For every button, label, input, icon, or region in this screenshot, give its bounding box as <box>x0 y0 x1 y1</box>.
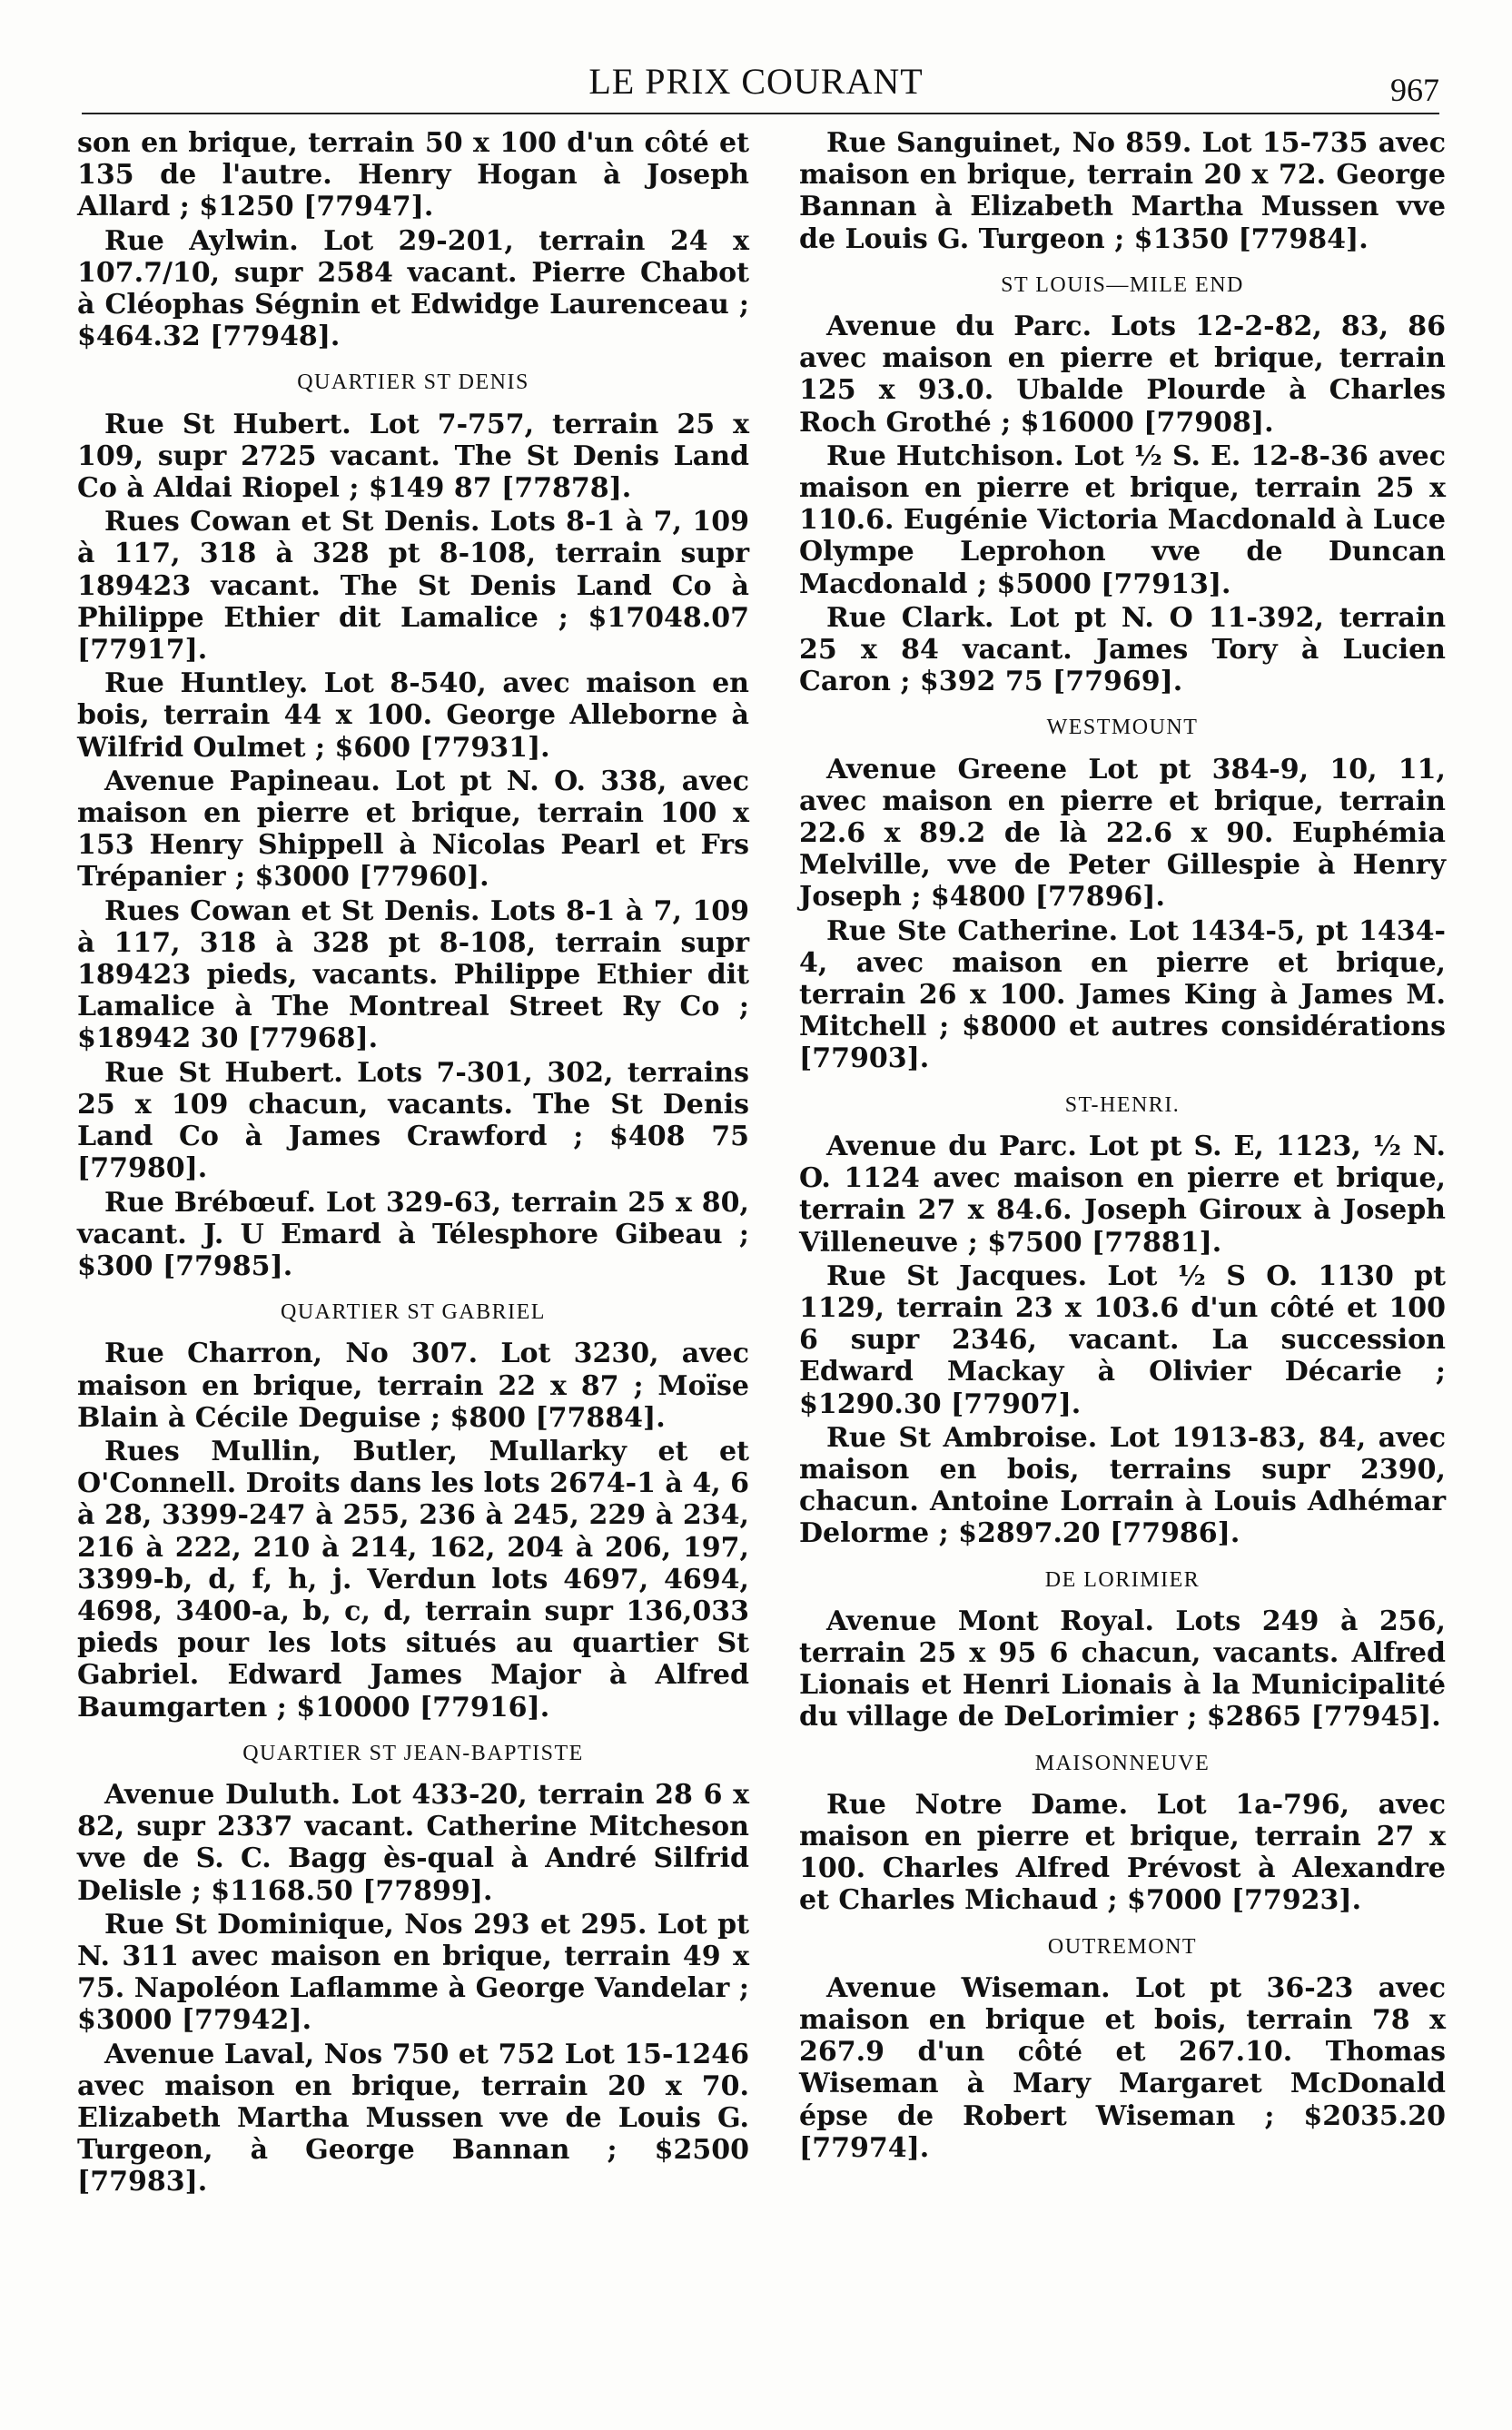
entry-text: Avenue Wiseman. Lot pt 36-23 avec maison en brique et bois, terrain 78 x 267.9 d'un côté et 267.10. Thomas Wiseman à Mary Margaret McDonald épse de Robert Wiseman ; $2035.20 [77974]. <box>799 1971 1446 2164</box>
entry-text: Avenue du Parc. Lots 12-2-82, 83, 86 avec maison en pierre et brique, terrain 125 x 93.0. Ubalde Plourde à Charles Roch Grothé ; $16000 [77908]. <box>799 311 1446 439</box>
entry-text: Avenue Laval, Nos 750 et 752 Lot 15-1246 avec maison en brique, terrain 20 x 70. Elizabeth Martha Mussen vve de Louis G. Turgeon, à George Bannan ; $2500 [77983]. <box>77 2038 749 2198</box>
entry-text: Rue Aylwin. Lot 29-201, terrain 24 x 107.7/10, supr 2584 vacant. Pierre Chabot à Cléophas Ségnin et Edwidge Laurenceau ; $464.32 [77948]. <box>77 224 749 353</box>
entry-text: Rue Huntley. Lot 8-540, avec maison en bois, terrain 44 x 100. George Alleborne à Wilfrid Oulmet ; $600 [77931]. <box>77 667 749 764</box>
section-heading: DE LORIMIER <box>1044 1567 1201 1592</box>
section-heading: MAISONNEUVE <box>1034 1751 1211 1775</box>
entry-text: Avenue Duluth. Lot 433-20, terrain 28 6 x 82, supr 2337 vacant. Catherine Mitcheson vve de S. C. Bagg ès-qual à André Silfrid Delisle ; $1168.50 [77899]. <box>77 1778 749 1907</box>
entry-text: Rues Cowan et St Denis. Lots 8-1 à 7, 109 à 117, 318 à 328 pt 8-108, terrain supr 189423 pieds, vacants. Philippe Ethier dit Lamalice à The Montreal Street Ry Co ; $18942 30 [77968]. <box>77 894 749 1055</box>
entry-text: Avenue Greene Lot pt 384-9, 10, 11, avec maison en pierre et brique, terrain 22.6 x 89.2 de là 22.6 x 90. Euphémia Melville, vve de Peter Gillespie à Henry Joseph ; $4800 [77896]. <box>799 753 1446 914</box>
entry-text: Avenue du Parc. Lot pt S. E, 1123, ½ N. O. 1124 avec maison en pierre et brique, terrain 27 x 84.6. Joseph Giroux à Joseph Villeneuve ; $7500 [77881]. <box>799 1130 1446 1259</box>
entry-text: Rue St Hubert. Lots 7-301, 302, terrains 25 x 109 chacun, vacants. The St Denis Land Co à James Crawford ; $408 75 [77980]. <box>77 1056 749 1185</box>
section-heading: ST-HENRI. <box>1064 1092 1181 1117</box>
entry-text: Rue St Dominique, Nos 293 et 295. Lot pt N. 311 avec maison en brique, terrain 49 x 75. Napoléon Laflamme à George Vandelar ; $3000 [77942]. <box>77 1908 749 2037</box>
entry-text: Rue Brébœuf. Lot 329-63, terrain 25 x 80, vacant. J. U Emard à Télesphore Gibeau ; $300 [77985]. <box>77 1186 749 1282</box>
running-header <box>73 53 1439 116</box>
entry-text: Rues Cowan et St Denis. Lots 8-1 à 7, 109 à 117, 318 à 328 pt 8-108, terrain supr 189423 vacant. The St Denis Land Co à Philippe Ethier dit Lamalice ; $17048.07 [77917]. <box>77 506 749 667</box>
section-heading: QUARTIER ST JEAN-BAPTISTE <box>242 1741 584 1765</box>
right-column <box>799 127 1446 2166</box>
entry-text: Rue Sanguinet, No 859. Lot 15-735 avec maison en brique, terrain 20 x 72. George Bannan à Elizabeth Martha Mussen vve de Louis G. Turgeon ; $1350 [77984]. <box>799 127 1446 255</box>
section-heading: OUTREMONT <box>1047 1934 1198 1959</box>
entry-text: Rue Charron, No 307. Lot 3230, avec maison en brique, terrain 22 x 87 ; Moïse Blain à Cécile Deguise ; $800 [77884]. <box>77 1338 749 1434</box>
entry-text: Rue St Ambroise. Lot 1913-83, 84, avec maison en bois, terrains supr 2390, chacun. Antoine Lorrain à Louis Adhémar Delorme ; $2897.20 [77986]. <box>799 1421 1446 1550</box>
section-heading: QUARTIER ST DENIS <box>297 370 529 395</box>
page-number: 967 <box>1390 72 1439 108</box>
entry-text: Avenue Mont Royal. Lots 249 à 256, terrain 25 x 95 6 chacun, vacants. Alfred Lionais et Henri Lionais à la Municipalité du village de DeLorimier ; $2865 [77945]. <box>799 1605 1446 1734</box>
entry-text: Avenue Papineau. Lot pt N. O. 338, avec maison en pierre et brique, terrain 100 x 153 Henry Shippell à Nicolas Pearl et Frs Trépanier ; $3000 [77960]. <box>77 765 749 894</box>
entry-text: Rues Mullin, Butler, Mullarky et et O'Connell. Droits dans les lots 2674-1 à 4, 6 à 28, 3399-247 à 255, 236 à 245, 229 à 234, 216 à 222, 210 à 214, 162, 204 à 206, 197, 3399-b, d, f, h, j. Verdun lots 4697, 4694, 4698, 3400-a, b, c, d, terrain supr 136,033 pieds pour les lots situés au quartier St Gabriel. Edward James Major à Alfred Baumgarten ; $10000 [77916]. <box>77 1435 749 1724</box>
entry-text: Rue St Hubert. Lot 7-757, terrain 25 x 109, supr 2725 vacant. The St Denis Land Co à Aldai Riopel ; $149 87 [77878]. <box>77 408 749 505</box>
page-title: LE PRIX COURANT <box>588 61 924 102</box>
section-heading: ST LOUIS—MILE END <box>1001 272 1244 297</box>
entry-text: Rue Notre Dame. Lot 1a-796, avec maison en pierre et brique, terrain 27 x 100. Charles Alfred Prévost à Alexandre et Charles Michaud ; $7000 [77923]. <box>799 1788 1446 1917</box>
section-heading: QUARTIER ST GABRIEL <box>281 1300 546 1325</box>
entry-text: Rue Hutchison. Lot ½ S. E. 12-8-36 avec maison en pierre et brique, terrain 25 x 110.6. Eugénie Victoria Macdonald à Luce Olympe Leprohon vve de Duncan Macdonald ; $5000 [77913]. <box>799 440 1446 600</box>
entry-text: Rue Ste Catherine. Lot 1434-5, pt 1434-4, avec maison en pierre et brique, terrain 26 x 100. James King à James M. Mitchell ; $8000 et autres considérations [77903]. <box>799 914 1446 1075</box>
entry-text: son en brique, terrain 50 x 100 d'un côté et 135 de l'autre. Henry Hogan à Joseph Allard ; $1250 [77947]. <box>77 127 749 223</box>
entry-text: Rue St Jacques. Lot ½ S O. 1130 pt 1129, terrain 23 x 103.6 d'un côté et 100 6 supr 2346, vacant. La succession Edward Mackay à Olivier Décarie ; $1290.30 [77907]. <box>799 1259 1446 1420</box>
header-rule <box>82 113 1439 114</box>
section-heading: WESTMOUNT <box>1046 716 1199 740</box>
left-column <box>77 127 749 2200</box>
entry-text: Rue Clark. Lot pt N. O 11-392, terrain 25 x 84 vacant. James Tory à Lucien Caron ; $392 75 [77969]. <box>799 601 1446 698</box>
